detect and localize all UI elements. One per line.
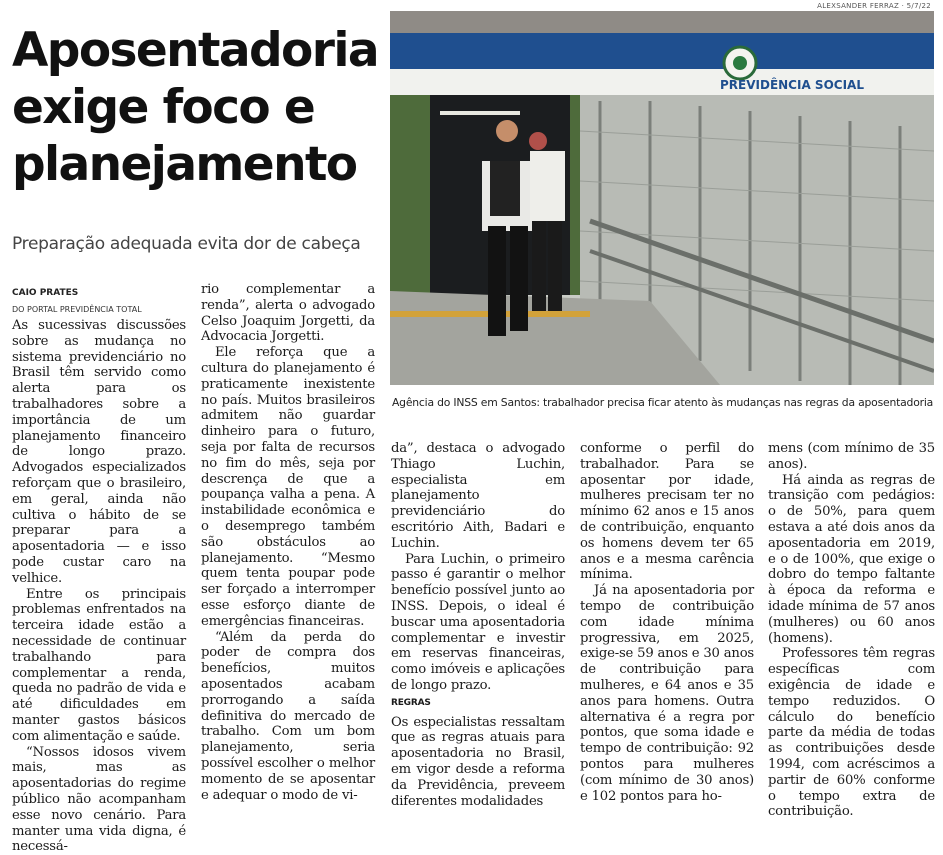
paragraph: mens (com mínimo de 35 anos). xyxy=(768,441,935,472)
photo-caption: Agência do INSS em Santos: trabalhador precisa ficar atento às mudanças nas regras da aposentadoria xyxy=(392,396,934,409)
article-photo xyxy=(390,11,934,385)
paragraph: “Nossos idosos vivem mais, mas as aposentadorias do regime público não acompanham esse novo cenário. Para manter uma vida digna, é necessá- xyxy=(12,744,186,855)
paragraph: rio complementar a renda”, alerta o advogado Celso Joaquim Jorgetti, da Advocacia Jorgetti. xyxy=(201,282,375,345)
paragraph: Entre os principais problemas enfrentados na terceira idade estão a necessidade de continuar trabalhando para complementar a renda, queda no padrão de vida e até dificuldades em manter gastos básicos com alimentação e saúde. xyxy=(12,586,186,744)
article-column-5 xyxy=(768,441,935,820)
paragraph: conforme o perfil do trabalhador. Para se aposentar por idade, mulheres precisam ter no mínimo 62 anos e 15 anos de contribuição, enquanto os homens devem ter 65 anos e a mesma carência mínima. xyxy=(580,441,754,583)
paragraph: Os especialistas ressaltam que as regras atuais para aposentadoria no Brasil, em vigor desde a reforma da Previdência, preveem diferentes modalidades xyxy=(391,714,565,809)
article-column-4 xyxy=(580,441,754,804)
subheading: REGRAS xyxy=(391,697,431,708)
paragraph: Já na aposentadoria por tempo de contribuição com idade mínima progressiva, em 2025, exige-se 59 anos e 30 anos de contribuição para mulheres, e 64 anos e 35 anos para homens. Outra alternativa é a regra por pontos, que soma idade e tempo de contribuição: 92 pontos para mulheres (com mínimo de 30 anos) e 102 pontos para ho- xyxy=(580,583,754,804)
paragraph: Há ainda as regras de transição com pedágios: o de 50%, para quem estava a até dois anos da aposentadoria em 2019, e o de 100%, que exige o dobro do tempo faltante à época da reforma e idade mínima de 57 anos (mulheres) ou 60 anos (homens). xyxy=(768,472,935,646)
paragraph: da”, destaca o advogado Thiago Luchin, especialista em planejamento previdenciário do escritório Aith, Badari e Luchin. xyxy=(391,441,565,551)
paragraph: As sucessivas discussões sobre as mudança no sistema previdenciário no Brasil têm servido como alerta para os trabalhadores sobre a importância de um planejamento financeiro de longo prazo. Advogados especializados reforçam que o brasileiro, em geral, ainda não cultiva o hábito de se preparar para a aposentadoria — e isso pode custar caro na velhice. xyxy=(12,318,186,586)
article-column-2 xyxy=(201,282,375,803)
article-column-3 xyxy=(391,441,565,809)
photo-illustration xyxy=(390,11,934,385)
byline-outlet: DO PORTAL PREVIDÊNCIA TOTAL xyxy=(12,305,142,314)
photo-credit: ALEXSANDER FERRAZ · 5/7/22 xyxy=(817,2,931,10)
paragraph: Para Luchin, o primeiro passo é garantir o melhor benefício possível junto ao INSS. Depois, o ideal é buscar uma aposentadoria complementar e investir em reservas financeiras, como imóveis e aplicações de longo prazo. xyxy=(391,551,565,693)
paragraph: Ele reforça que a cultura do planejamento é praticamente inexistente no país. Muitos brasileiros admitem não guardar dinheiro para o futuro, seja por falta de recursos no fim do mês, seja por descrença de que a poupança valha a pena. A instabilidade econômica e o desemprego também são obstáculos ao planejamento. “Mesmo quem tenta poupar pode ser forçado a interromper esse esforço diante de emergências financeiras. xyxy=(201,345,375,629)
deck-subtitle: Preparação adequada evita dor de cabeça xyxy=(12,234,361,254)
paragraph: “Além da perda do poder de compra dos benefícios, muitos aposentados acabam prorrogando a saída definitiva do mercado de trabalho. Com um bom planejamento, seria possível escolher o melhor momento de se aposentar e adequar o modo de vi- xyxy=(201,629,375,803)
byline-author: CAIO PRATES xyxy=(12,288,79,298)
headline: Aposentadoria exige foco e planejamento xyxy=(12,23,378,192)
photo-sign: PREVIDÊNCIA SOCIAL xyxy=(720,78,864,92)
article-column-1 xyxy=(12,318,186,855)
paragraph: Professores têm regras específicas com exigência de idade e tempo reduzidos. O cálculo do benefício parte da média de todas as contribuições desde 1994, com acréscimos a partir de 60% conforme o tempo extra de contribuição. xyxy=(768,646,935,820)
